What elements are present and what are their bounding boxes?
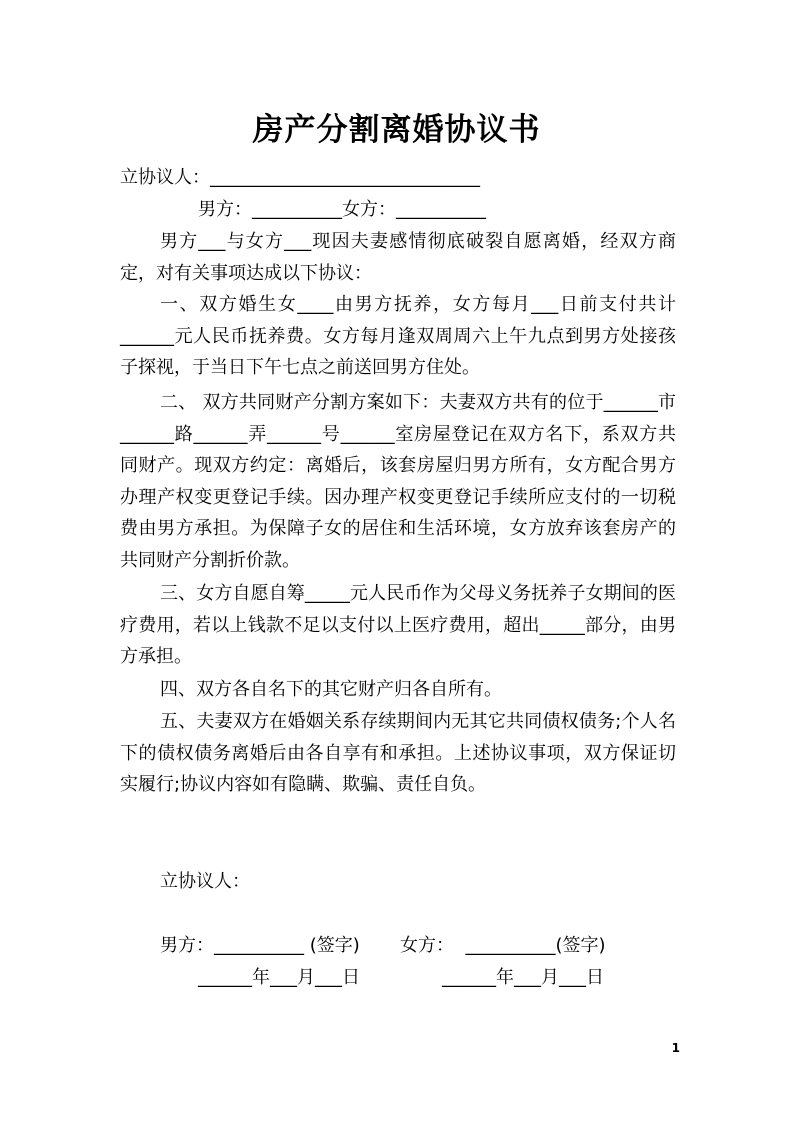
male-signature-line: 男方：__________ (签字) bbox=[160, 935, 360, 956]
names-line: 男方：__________女方：__________ bbox=[198, 199, 486, 220]
signature-party-label: 立协议人： bbox=[160, 871, 250, 892]
clause-1-child-custody: 一、双方婚生女____由男方抚养，女方每月___日前支付共计______元人民币抚养费。女方每月逢双周周六上午九点到男方处接孩子探视，于当日下午七点之前送回男方住处。 bbox=[120, 294, 676, 379]
male-date-line: ______年___月___日 bbox=[198, 967, 360, 988]
intro-clause: 男方___与女方___现因夫妻感情彻底破裂自愿离婚，经双方商定，对有关事项达成以下协议： bbox=[120, 231, 676, 284]
page-number: 1 bbox=[671, 1041, 680, 1055]
clause-3-medical-expenses: 三、女方自愿自筹_____元人民币作为父母义务抚养子女期间的医疗费用，若以上钱款不足以支付以上医疗费用，超出_____部分，由男方承担。 bbox=[120, 583, 676, 668]
clause-2-property-division: 二、 双方共同财产分割方案如下：夫妻双方共有的位于______市______路______弄______号______室房屋登记在双方名下，系双方共同财产。现双方约定：离婚后，该套房屋归男方所有，女方配合男方办理产权变更登记手续。因办理产权变更登记手续所应支付的一切税费由男方承担。为保障子女的居住和生活环境，女方放弃该套房产的共同财产分割折价款。 bbox=[120, 392, 676, 571]
party-line: 立协议人：______________________________ bbox=[120, 167, 480, 188]
female-date-line: ______年___月___日 bbox=[442, 967, 604, 988]
clause-5-debts: 五、夫妻双方在婚姻关系存续期间内无其它共同债权债务;个人名下的债权债务离婚后由各自享有和承担。上述协议事项，双方保证切实履行;协议内容如有隐瞒、欺骗、责任自负。 bbox=[120, 711, 676, 796]
document-title: 房产分割离婚协议书 bbox=[252, 112, 541, 148]
female-signature-line: 女方： __________(签字) bbox=[400, 935, 606, 956]
clause-4-separate-property: 四、双方各自名下的其它财产归各自所有。 bbox=[160, 679, 502, 700]
